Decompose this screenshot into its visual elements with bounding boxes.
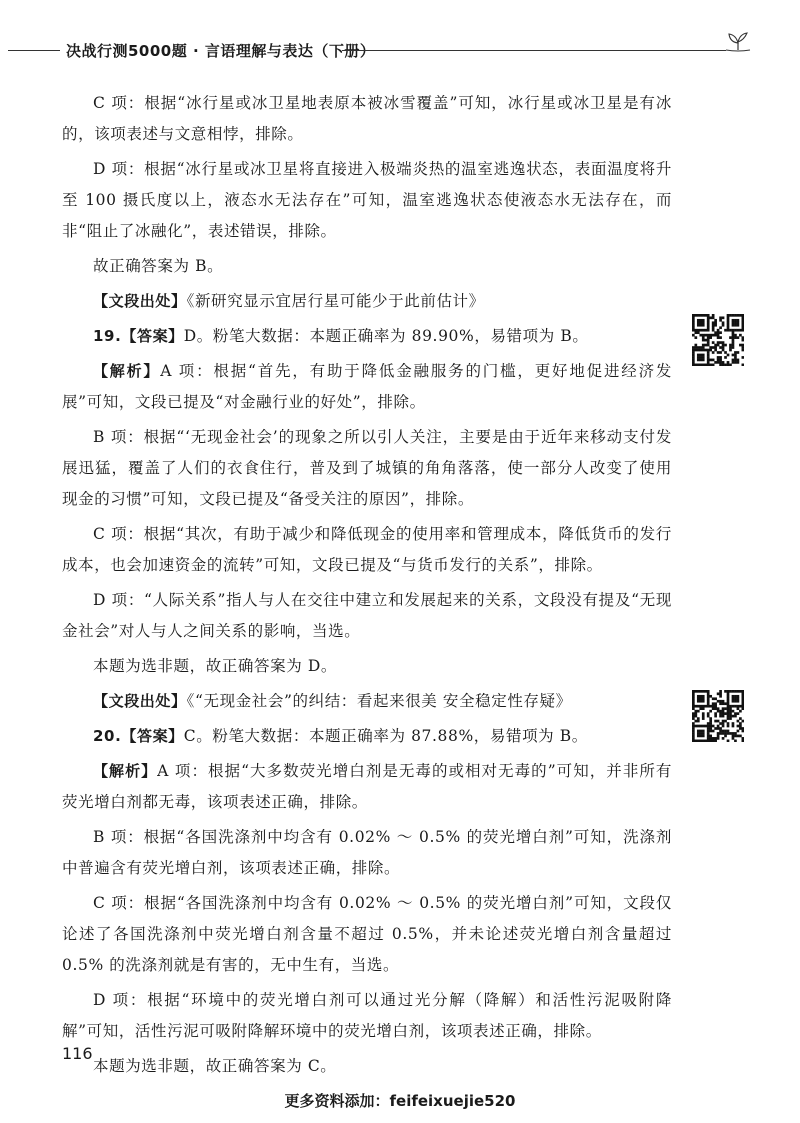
question-20-analysis-a: 【解析】A 项：根据“大多数荧光增白剂是无毒的或相对无毒的”可知，并非所有荧光增白剂都无毒，该项表述正确，排除。 [62,762,672,811]
question-19-answer: 19.【答案】D。粉笔大数据：本题正确率为 89.90%，易错项为 B。 [93,327,589,345]
footer-note: 更多资料添加：feifeixuejie520 [284,1092,516,1110]
question-19-conclusion: 本题为选非题，故正确答案为 D。 [93,657,337,675]
question-19-analysis-d: D 项：“人际关系”指人与人在交往中建立和发展起来的关系，文段没有提及“无现金社会”对人与人之间关系的影响，当选。 [62,591,672,640]
question-19-source: 【文段出处】《“无现金社会”的纠结：看起来很美 安全稳定性存疑》 [93,692,572,710]
header-rule-left [8,50,60,51]
page-number: 116 [62,1044,93,1063]
sprout-icon [724,30,752,60]
question-20-analysis-c: C 项：根据“各国洗涤剂中均含有 0.02% ～ 0.5% 的荧光增白剂”可知，文段仅论述了各国洗涤剂中荧光增白剂含量不超过 0.5%，并未论述荧光增白剂含量超过 0.5% 的洗涤剂就是有害的，无中生有，当选。 [62,894,672,974]
paragraph-d-option: D 项：根据“冰行星或冰卫星将直接进入极端炎热的温室逃逸状态，表面温度将升至 100 摄氏度以上，液态水无法存在”可知，温室逃逸状态使液态水无法存在，而非“阻止了冰融化”，表述错误，排除。 [62,160,672,240]
qr-code-question-19[interactable] [692,314,744,366]
answer-explanations [62,88,672,1086]
question-19-analysis-c: C 项：根据“其次，有助于减少和降低现金的使用率和管理成本，降低货币的发行成本，也会加速资金的流转”可知，文段已提及“与货币发行的关系”，排除。 [62,525,672,574]
paragraph-c-option: C 项：根据“冰行星或冰卫星地表原本被冰雪覆盖”可知，冰行星或冰卫星是有冰的，该项表述与文意相悖，排除。 [62,94,672,143]
question-19-analysis-b: B 项：根据“‘无现金社会’的现象之所以引人关注，主要是由于近年来移动支付发展迅猛，覆盖了人们的衣食住行，普及到了城镇的角角落落，使一部分人改变了使用现金的习惯”可知，文段已提及“备受关注的原因”，排除。 [62,428,672,508]
question-20-conclusion: 本题为选非题，故正确答案为 C。 [93,1057,337,1075]
qr-code-question-20[interactable] [692,690,744,742]
question-20-analysis-d: D 项：根据“环境中的荧光增白剂可以通过光分解（降解）和活性污泥吸附降解”可知，活性污泥可吸附降解环境中的荧光增白剂，该项表述正确，排除。 [62,991,672,1040]
question-20-answer: 20.【答案】C。粉笔大数据：本题正确率为 87.88%，易错项为 B。 [93,727,588,745]
paragraph-answer: 故正确答案为 B。 [93,257,224,275]
paragraph-source: 【文段出处】《新研究显示宜居行星可能少于此前估计》 [93,292,485,310]
header-rule-right [342,50,726,51]
book-title: 决战行测5000题 · 言语理解与表达（下册） [66,42,376,60]
running-header [0,36,800,64]
question-19-analysis-a: 【解析】A 项：根据“首先，有助于降低金融服务的门槛，更好地促进经济发展”可知，文段已提及“对金融行业的好处”，排除。 [62,362,672,411]
question-20-analysis-b: B 项：根据“各国洗涤剂中均含有 0.02% ～ 0.5% 的荧光增白剂”可知，洗涤剂中普遍含有荧光增白剂，该项表述正确，排除。 [62,828,672,877]
